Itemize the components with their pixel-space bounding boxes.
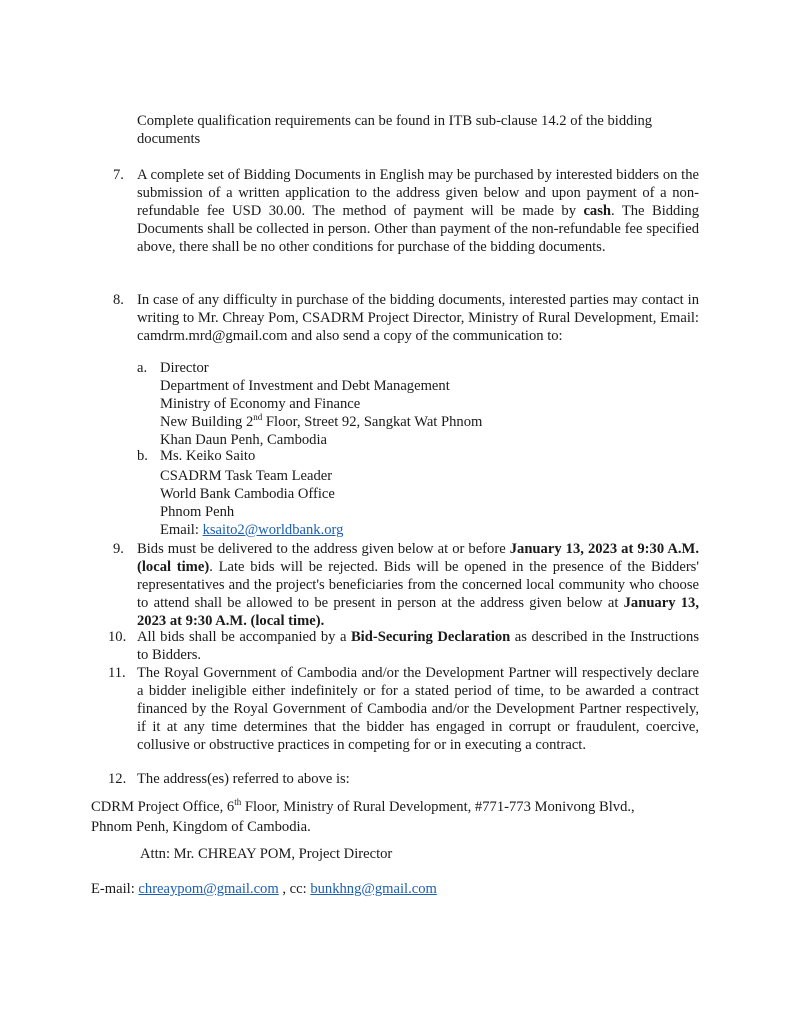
sub-a-title: Director bbox=[160, 360, 209, 376]
item-12-text: The address(es) referred to above is: bbox=[137, 771, 350, 787]
cc-label: , cc: bbox=[278, 881, 311, 897]
sub-a-line4: Khan Daun Penh, Cambodia bbox=[160, 432, 327, 448]
contact-emails bbox=[91, 880, 437, 898]
qualification-note-line2: documents bbox=[137, 131, 201, 147]
item-11-text: The Royal Government of Cambodia and/or the Development Partner will respectively declare a bidder ineligible either indefinitely or for a stated period of time, to be awarded a contract financed by the Royal Government of Cambodia and/or the Development Partner respectively, if it at any time determines that the bidder has engaged in corrupt or fraudulent, coercive, collusive or obstructive practices in competing for or in executing a contract. bbox=[137, 665, 699, 753]
sub-b-line2: World Bank Cambodia Office bbox=[160, 486, 335, 502]
bid-deadline: January 13, 2023 at 9:30 A.M. (local time) bbox=[137, 541, 699, 575]
address-line1: CDRM Project Office, 6th Floor, Ministry of Rural Development, #771-773 Monivong Blvd., bbox=[91, 797, 635, 815]
sub-a-line3: New Building 2nd Floor, Street 92, Sangkat Wat Phnom bbox=[160, 412, 483, 430]
item-11-number: 11. bbox=[108, 665, 126, 681]
sub-b-email-label: Email: bbox=[160, 522, 203, 538]
sub-a-line1: Department of Investment and Debt Management bbox=[160, 378, 450, 394]
ksaito-email-link[interactable]: ksaito2@worldbank.org bbox=[202, 522, 344, 538]
item-10-text: All bids shall be accompanied by a Bid-Securing Declaration as described in the Instructions to Bidders. bbox=[137, 629, 700, 663]
sub-b-title: Ms. Keiko Saito bbox=[160, 448, 256, 464]
sub-a-letter: a. bbox=[137, 360, 148, 376]
payment-method: cash bbox=[583, 203, 612, 219]
item-9-text: Bids must be delivered to the address given below at or before January 13, 2023 at 9:30 A.M. (local time). Late bids will be rejected. Bids will be opened in the presence of the Bidders' representatives and the project's beneficiaries from the concerned local community who choose to attend shall be allowed to be present in person at the address given below at January 13, 2023 at 9:30 A.M. (local time). bbox=[137, 541, 699, 629]
sub-a-line2: Ministry of Economy and Finance bbox=[160, 396, 361, 412]
item-10-number: 10. bbox=[108, 629, 127, 645]
project-office-address bbox=[91, 797, 731, 837]
item-7-text: A complete set of Bidding Documents in English may be purchased by interested bidders on the submission of a written application to the address given below and upon payment of a non-refundable fee USD 30.00. The method of payment will be made by cash. The Bidding Documents shall be collected in person. Other than payment of the non-refundable fee specified above, there shall be no other conditions for purchase of the bidding documents. bbox=[137, 167, 699, 255]
item-12-number: 12. bbox=[108, 771, 127, 787]
bid-securing-declaration: Bid-Securing Declaration bbox=[350, 629, 511, 645]
attention-line: Attn: Mr. CHREAY POM, Project Director bbox=[140, 846, 393, 862]
item-8-number: 8. bbox=[113, 292, 124, 308]
item-8-text: In case of any difficulty in purchase of the bidding documents, interested parties may contact in writing to Mr. Chreay Pom, CSADRM Project Director, Ministry of Rural Development, Email: camdrm.mrd@gmail.com and also send a copy of the communication to: bbox=[137, 292, 699, 344]
qualification-note bbox=[137, 112, 699, 148]
qualification-note-line1: Complete qualification requirements can be found in ITB sub-clause 14.2 of the bidding bbox=[137, 113, 653, 129]
sub-b-letter: b. bbox=[137, 448, 148, 464]
address-line2: Phnom Penh, Kingdom of Cambodia. bbox=[91, 819, 311, 835]
bid-opening: January 13, 2023 at 9:30 A.M. (local time). bbox=[137, 595, 699, 629]
sub-a-address bbox=[160, 359, 482, 449]
bunkhng-email-link[interactable]: bunkhng@gmail.com bbox=[310, 881, 437, 897]
item-7-number: 7. bbox=[113, 167, 124, 183]
sub-b-address bbox=[160, 467, 343, 539]
item-9-number: 9. bbox=[113, 541, 124, 557]
chreaypom-email-link[interactable]: chreaypom@gmail.com bbox=[138, 881, 279, 897]
sub-b-line3: Phnom Penh bbox=[160, 504, 235, 520]
sub-b-line1: CSADRM Task Team Leader bbox=[160, 468, 333, 484]
sub-b-email-line bbox=[160, 521, 343, 539]
email-label: E-mail: bbox=[91, 881, 139, 897]
